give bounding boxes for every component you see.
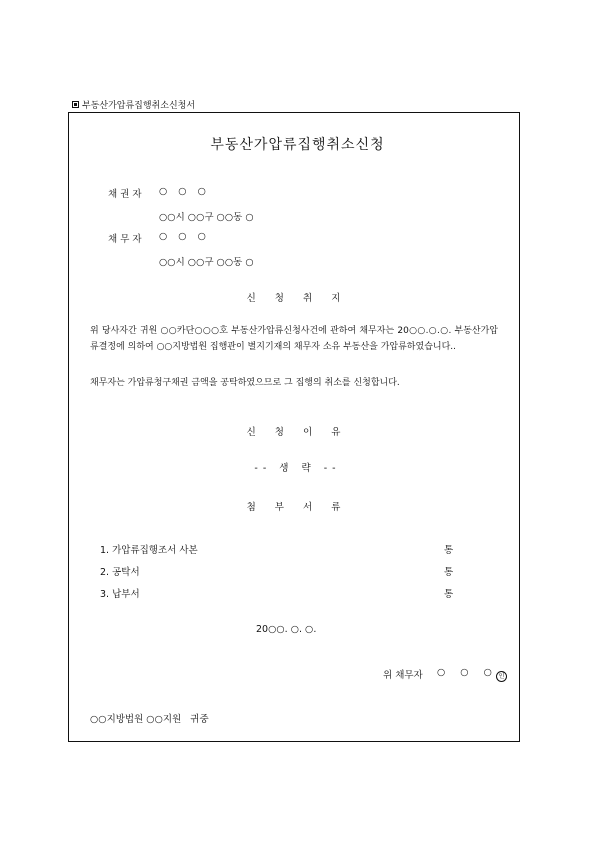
square-bullet-icon: [72, 101, 79, 108]
addressee: ○○지방법원 ○○지원 귀중: [90, 714, 209, 725]
caption-text: 부동산가압류집행취소신청서: [82, 101, 196, 111]
attachment-unit-2: 통: [444, 567, 454, 578]
purpose-paragraph-2: 채무자는 가압류청구채권 금액을 공탁하였으므로 그 집행의 취소를 신청합니다.: [90, 378, 400, 388]
seal-mark: [496, 666, 507, 685]
debtor-name: ○ ○ ○: [159, 231, 210, 242]
creditor-name: ○ ○ ○: [159, 186, 210, 197]
debtor-label: 채 무 자: [108, 234, 142, 245]
seal-icon: 인: [496, 671, 507, 682]
creditor-label: 채 권 자: [108, 189, 142, 200]
attachments-heading: 첨 부 서 류: [246, 502, 349, 513]
reason-heading: 신 청 이 유: [246, 427, 349, 438]
attachment-unit-1: 통: [444, 545, 454, 556]
purpose-paragraph-1: 위 당사자간 귀원 ○○카단○○○호 부동산가압류신청사건에 관하여 채무자는 20○○.○.○. 부동산가압류결정에 의하여 ○○지방법원 집행관이 별지기재의 채무자 소유 부동산을 가압류하였습니다..: [90, 326, 498, 352]
reason-omitted: -- 생 략 --: [254, 463, 341, 474]
document-date: 20○○. ○. ○.: [256, 624, 317, 635]
creditor-address: ○○시 ○○구 ○○동 ○: [159, 212, 254, 223]
document-caption: [72, 98, 195, 111]
attachment-item-2: 2. 공탁서: [100, 567, 140, 578]
attachment-item-1: 1. 가압류집행조서 사본: [100, 545, 198, 556]
debtor-address: ○○시 ○○구 ○○동 ○: [159, 257, 254, 268]
attachment-unit-3: 통: [444, 589, 454, 600]
signer-name: ○ ○ ○: [437, 667, 498, 678]
document-title: 부동산가압류집행취소신청: [210, 137, 385, 153]
purpose-heading: 신 청 취 지: [246, 293, 349, 304]
attachment-item-3: 3. 납부서: [100, 589, 140, 600]
signer-label: 위 채무자: [383, 670, 423, 681]
